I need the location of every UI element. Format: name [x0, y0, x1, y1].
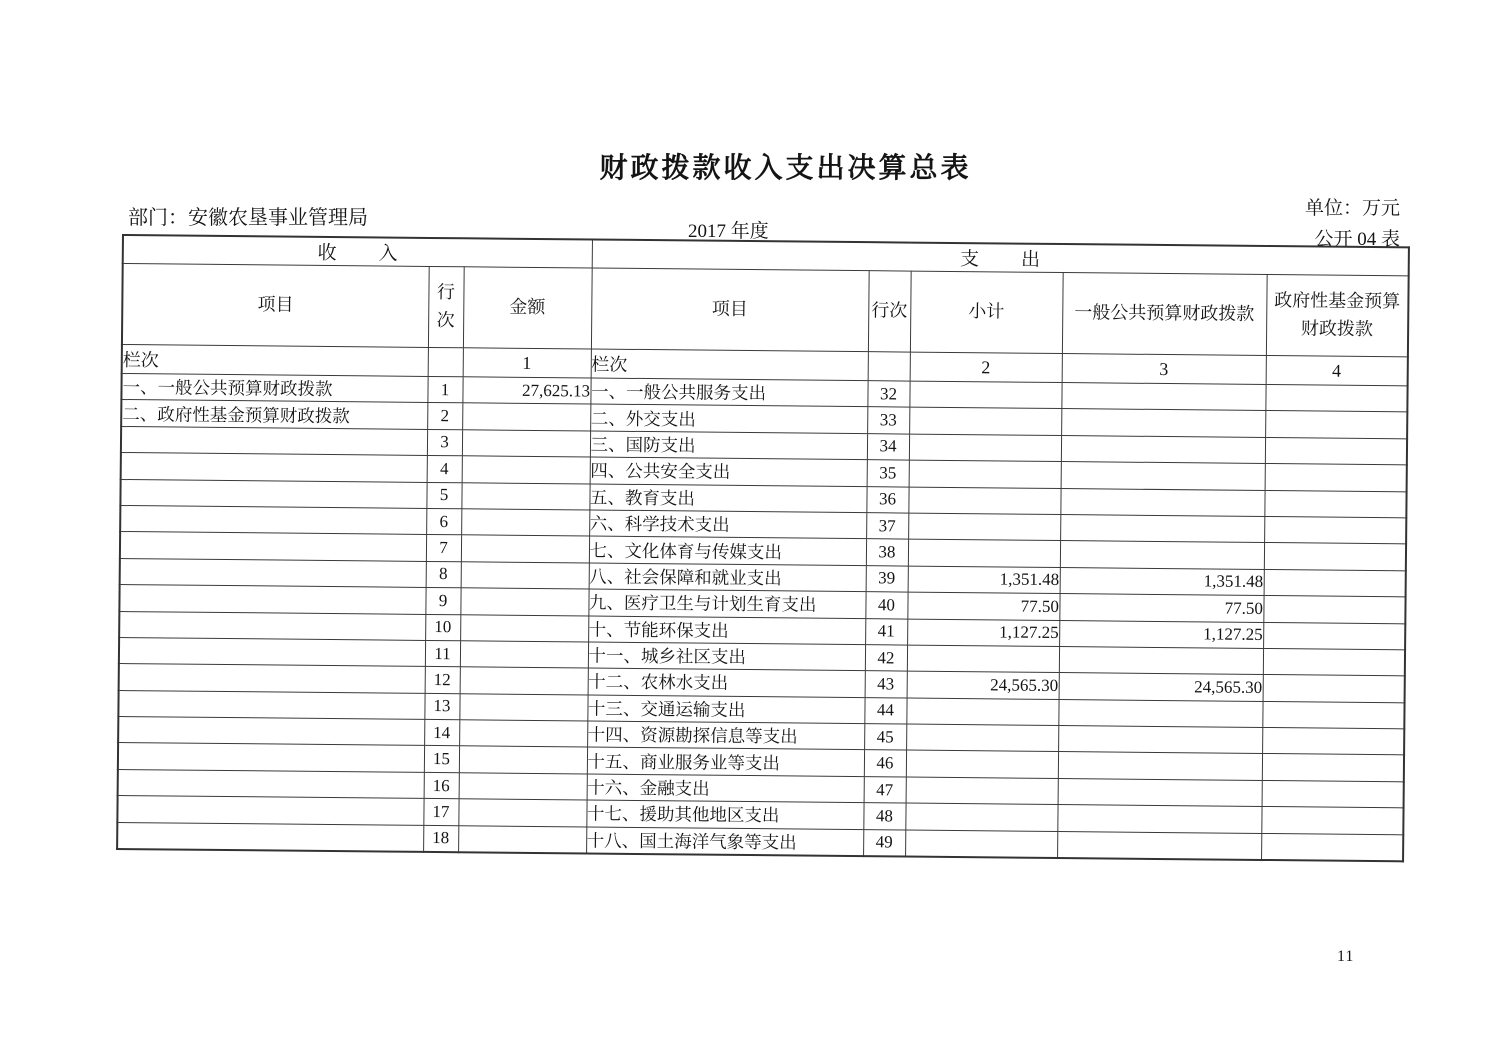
- expense-line-cell: 33: [867, 407, 909, 434]
- expense-subtotal-cell: 24,565.30: [907, 671, 1059, 699]
- expense-item-cell: 十四、资源勘探信息等支出: [587, 721, 864, 750]
- expense-fund-cell: [1263, 675, 1405, 703]
- income-line-cell: 13: [424, 693, 459, 720]
- expense-subtotal-cell: [909, 460, 1061, 488]
- expense-subtotal-index: 2: [910, 352, 1062, 382]
- expense-subtotal-cell: 77.50: [907, 592, 1059, 620]
- income-line-index-cell: [428, 347, 463, 376]
- expense-line-cell: 41: [865, 618, 907, 645]
- expense-subtotal-cell: [909, 434, 1061, 462]
- income-line-cell: 10: [425, 614, 460, 641]
- expense-general-cell: [1058, 778, 1262, 806]
- income-amount-cell: [458, 799, 586, 827]
- income-item-cell: [120, 505, 426, 534]
- income-amount-cell: [462, 403, 590, 431]
- income-amount-cell: [461, 535, 589, 563]
- income-amount-cell: [461, 482, 589, 510]
- expense-general-budget-header: 一般公共预算财政拨款: [1062, 273, 1267, 356]
- income-line-cell: 6: [426, 508, 461, 535]
- page-number: 11: [1337, 948, 1355, 965]
- expense-line-cell: 48: [863, 803, 905, 830]
- income-amount-cell: [459, 720, 587, 748]
- expense-subtotal-cell: [908, 513, 1060, 541]
- expense-item-cell: 一、一般公共服务支出: [590, 378, 867, 407]
- expense-fund-cell: [1263, 596, 1405, 624]
- income-item-cell: 二、政府性基金预算财政拨款: [121, 400, 427, 429]
- expense-item-cell: 四、公共安全支出: [590, 457, 867, 486]
- expense-fund-cell: [1264, 543, 1406, 571]
- expense-fund-cell: [1264, 490, 1406, 518]
- expense-item-cell: 十一、城乡社区支出: [588, 642, 865, 671]
- income-line-cell: 12: [425, 667, 460, 694]
- expense-fund-cell: [1263, 648, 1405, 676]
- income-line-cell: 4: [427, 456, 462, 483]
- income-amount-cell: [462, 430, 590, 458]
- expense-general-cell: [1057, 805, 1261, 833]
- income-amount-cell: [460, 641, 588, 669]
- expense-fund-cell: [1262, 780, 1404, 808]
- expense-fund-cell: [1262, 701, 1404, 729]
- expense-subtotal-cell: [905, 803, 1057, 831]
- expense-general-cell: [1060, 541, 1264, 569]
- income-line-cell: 14: [424, 720, 459, 747]
- expense-fund-cell: [1261, 807, 1403, 835]
- expense-general-cell: [1061, 409, 1265, 437]
- expense-line-header: 行次: [868, 271, 911, 352]
- expense-line-cell: 49: [863, 829, 905, 856]
- income-item-cell: 一、一般公共预算财政拨款: [121, 374, 427, 403]
- expense-line-cell: 36: [866, 486, 908, 513]
- expense-subtotal-cell: [905, 830, 1057, 858]
- expense-general-cell: [1060, 488, 1264, 516]
- income-amount-cell: [459, 693, 587, 721]
- income-index-label: 栏次: [122, 345, 428, 377]
- expense-subtotal-cell: [909, 407, 1061, 435]
- expense-general-cell: 24,565.30: [1059, 673, 1263, 701]
- expense-item-cell: 十八、国土海洋气象等支出: [586, 827, 863, 857]
- department-label: 部门：安徽农垦事业管理局: [128, 207, 368, 229]
- income-line-cell: 7: [426, 535, 461, 562]
- income-line-cell: 1: [427, 376, 462, 403]
- income-item-cell: [117, 796, 423, 825]
- expense-fund-cell: [1262, 728, 1404, 756]
- expense-fund-cell: [1265, 437, 1407, 465]
- income-section-header: 收入: [123, 235, 592, 268]
- expense-line-cell: 38: [866, 539, 908, 566]
- income-line-cell: 2: [427, 403, 462, 430]
- income-amount-cell: [460, 614, 588, 642]
- income-item-cell: [118, 743, 424, 772]
- expense-fund-cell: [1262, 754, 1404, 782]
- income-amount-cell: [459, 773, 587, 801]
- expense-line-cell: 42: [865, 645, 907, 672]
- income-item-cell: [118, 690, 424, 719]
- expense-subtotal-cell: [906, 751, 1058, 779]
- expense-item-cell: 二、外交支出: [590, 404, 867, 433]
- income-item-cell: [120, 479, 426, 508]
- expense-general-cell: [1061, 462, 1265, 490]
- income-item-cell: [118, 769, 424, 798]
- year-label: 2017 年度: [688, 221, 769, 242]
- income-amount-cell: [461, 509, 589, 537]
- income-item-cell: [119, 664, 425, 693]
- expense-item-cell: 三、国防支出: [590, 431, 867, 460]
- income-line-cell: 9: [425, 588, 460, 615]
- income-amount-cell: [458, 825, 586, 853]
- expense-line-cell: 35: [867, 460, 909, 487]
- expense-fund-cell: [1265, 464, 1407, 492]
- expense-fund-cell: [1263, 622, 1405, 650]
- income-line-cell: 18: [423, 825, 458, 852]
- expense-subtotal-cell: [908, 539, 1060, 567]
- expense-general-cell: [1058, 726, 1262, 754]
- income-item-cell: [117, 822, 423, 852]
- expense-line-cell: 37: [866, 513, 908, 540]
- expense-item-cell: 十二、农林水支出: [588, 668, 865, 697]
- unit-label: 单位：万元: [1304, 198, 1400, 219]
- page-title: 财政拨款收入支出决算总表: [599, 153, 972, 184]
- expense-subtotal-cell: [906, 724, 1058, 752]
- table-body: [117, 374, 1408, 862]
- expense-section-header: 支出: [592, 240, 1409, 276]
- expense-general-cell: [1060, 514, 1264, 542]
- income-amount-cell: [462, 456, 590, 484]
- income-item-cell: [119, 611, 425, 640]
- expense-subtotal-cell: [908, 487, 1060, 515]
- expense-subtotal-cell: [909, 381, 1061, 409]
- fiscal-appropriation-table: [116, 234, 1410, 862]
- income-line-cell: 11: [425, 640, 460, 667]
- expense-general-cell: 1,351.48: [1060, 567, 1264, 595]
- income-line-cell: 16: [424, 772, 459, 799]
- expense-fund-index: 4: [1266, 355, 1408, 385]
- expense-item-cell: 八、社会保障和就业支出: [589, 563, 866, 592]
- expense-item-cell: 十三、交通运输支出: [587, 695, 864, 724]
- expense-general-cell: 77.50: [1059, 594, 1263, 622]
- expense-index-label: 栏次: [591, 349, 868, 381]
- expense-item-cell: 七、文化体育与传媒支出: [589, 536, 866, 565]
- expense-line-cell: 43: [865, 671, 907, 698]
- income-line-cell: 8: [426, 561, 461, 588]
- expense-line-cell: 34: [867, 433, 909, 460]
- expense-line-cell: 44: [864, 697, 906, 724]
- income-amount-cell: 27,625.13: [462, 377, 590, 405]
- expense-general-cell: [1058, 699, 1262, 727]
- income-item-cell: [119, 637, 425, 666]
- expense-item-header: 项目: [591, 268, 869, 352]
- income-line-cell: 17: [423, 799, 458, 826]
- expense-line-cell: 40: [865, 592, 907, 619]
- expense-item-cell: 十、节能环保支出: [588, 616, 865, 645]
- income-item-cell: [119, 585, 425, 614]
- expense-fund-cell: [1261, 833, 1403, 861]
- income-amount-cell: [460, 588, 588, 616]
- expense-fund-cell: [1265, 411, 1407, 439]
- expense-line-cell: 46: [864, 750, 906, 777]
- expense-subtotal-cell: 1,127.25: [907, 619, 1059, 647]
- expense-item-cell: 十六、金融支出: [587, 774, 864, 803]
- income-line-header: 行次: [428, 266, 464, 347]
- expense-item-cell: 六、科学技术支出: [589, 510, 866, 539]
- income-amount-index: 1: [463, 348, 591, 378]
- income-item-cell: [121, 426, 427, 455]
- expense-line-cell: 32: [867, 381, 909, 408]
- expense-line-cell: 39: [866, 565, 908, 592]
- income-item-cell: [118, 717, 424, 746]
- expense-fund-cell: [1265, 384, 1407, 412]
- income-line-cell: 3: [427, 429, 462, 456]
- expense-general-cell: [1058, 752, 1262, 780]
- expense-line-cell: 45: [864, 724, 906, 751]
- income-line-cell: 15: [424, 746, 459, 773]
- expense-subtotal-cell: [906, 777, 1058, 805]
- expense-general-cell: [1059, 646, 1263, 674]
- income-amount-cell: [461, 562, 589, 590]
- expense-subtotal-cell: 1,351.48: [908, 566, 1060, 594]
- expense-subtotal-cell: [907, 645, 1059, 673]
- expense-general-cell: [1057, 831, 1261, 860]
- expense-subtotal-cell: [906, 698, 1058, 726]
- expense-item-cell: 十五、商业服务业等支出: [587, 747, 864, 776]
- income-item-cell: [120, 558, 426, 587]
- income-amount-cell: [460, 667, 588, 695]
- expense-item-cell: 五、教育支出: [589, 484, 866, 513]
- expense-fund-cell: [1264, 516, 1406, 544]
- expense-general-cell: 1,127.25: [1059, 620, 1263, 648]
- expense-government-fund-header: 政府性基金预算财政拨款: [1266, 274, 1409, 356]
- expense-general-cell: [1061, 435, 1265, 463]
- income-item-header: 项目: [122, 264, 429, 348]
- income-line-cell: 5: [426, 482, 461, 509]
- income-item-cell: [120, 532, 426, 561]
- column-header-row: [122, 264, 1409, 357]
- income-amount-header: 金额: [463, 267, 592, 349]
- expense-general-cell: [1061, 383, 1265, 411]
- expense-general-index: 3: [1062, 354, 1266, 385]
- income-item-cell: [121, 453, 427, 482]
- expense-item-cell: 十七、援助其他地区支出: [586, 800, 863, 829]
- expense-subtotal-header: 小计: [910, 271, 1063, 353]
- expense-line-index-cell: [868, 352, 910, 381]
- table-number-label: 公开 04 表: [1314, 229, 1400, 250]
- expense-line-cell: 47: [864, 777, 906, 804]
- expense-fund-cell: [1264, 569, 1406, 597]
- income-amount-cell: [459, 746, 587, 774]
- expense-item-cell: 九、医疗卫生与计划生育支出: [588, 589, 865, 618]
